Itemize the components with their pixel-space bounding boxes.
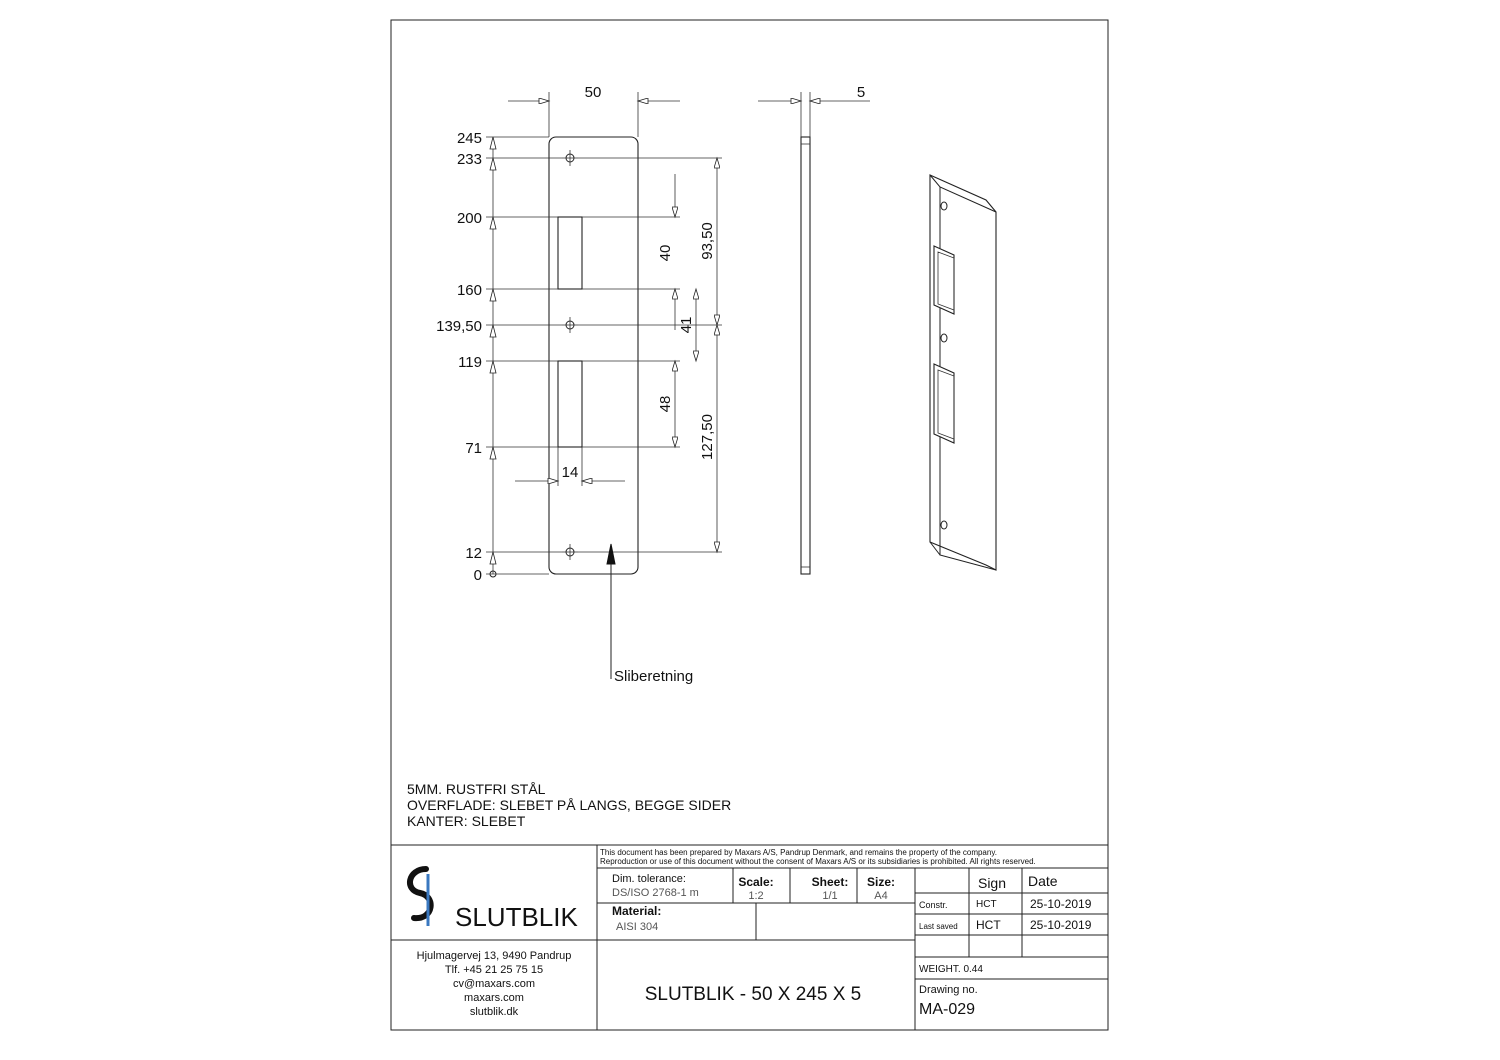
logo-text: SLUTBLIK bbox=[455, 902, 578, 932]
drawing-no: MA-029 bbox=[919, 1001, 976, 1018]
notes bbox=[407, 781, 731, 829]
size-value: A4 bbox=[874, 890, 888, 902]
lower-slot-dimension bbox=[657, 361, 675, 447]
ordinate-label: 119 bbox=[458, 354, 482, 371]
note-line: 5MM. RUSTFRI STÅL bbox=[407, 781, 546, 797]
material-label: Material: bbox=[612, 904, 662, 918]
lower-span-dimension bbox=[699, 325, 717, 552]
ordinate-label: 139,50 bbox=[436, 318, 482, 335]
lower-slot-label: 48 bbox=[657, 395, 674, 413]
width-label: 50 bbox=[584, 84, 602, 101]
address-line: Hjulmagervej 13, 9490 Pandrup bbox=[416, 950, 572, 962]
constr-date: 25-10-2019 bbox=[1030, 897, 1092, 911]
width-dimension bbox=[508, 84, 680, 137]
lower-span-label: 127,50 bbox=[699, 414, 716, 460]
scale-value: 1:2 bbox=[748, 890, 764, 902]
thickness-label: 5 bbox=[856, 84, 866, 101]
side-view bbox=[758, 84, 870, 574]
saved-label: Last saved bbox=[919, 922, 958, 931]
note-line: KANTER: SLEBET bbox=[407, 813, 526, 829]
grinding-direction-label: Sliberetning bbox=[614, 668, 694, 685]
sign-header: Sign bbox=[977, 875, 1007, 891]
address-line: cv@maxars.com bbox=[452, 978, 536, 990]
upper-slot-dimension bbox=[657, 174, 675, 330]
drawing-no-label: Drawing no. bbox=[919, 984, 978, 996]
upper-slot-label: 40 bbox=[657, 244, 674, 262]
sheet-value: 1/1 bbox=[822, 890, 838, 902]
saved-date: 25-10-2019 bbox=[1030, 918, 1092, 932]
upper-slot bbox=[558, 217, 582, 289]
spacing-41-label: 41 bbox=[678, 316, 695, 334]
upper-span-label: 93,50 bbox=[699, 222, 716, 260]
isometric-view bbox=[930, 175, 996, 570]
grinding-direction-arrow bbox=[607, 544, 615, 679]
plate-outline bbox=[549, 137, 638, 574]
address-line: slutblik.dk bbox=[469, 1006, 519, 1018]
title-block bbox=[391, 845, 1108, 1030]
weight: WEIGHT. 0.44 bbox=[919, 964, 983, 975]
material-value: AISI 304 bbox=[616, 921, 659, 933]
slutblik-logo bbox=[410, 869, 579, 932]
disclaimer-line: This document has been prepared by Maxars A/S, Pandrup Denmark, and remains the property of the company. bbox=[600, 848, 997, 857]
disclaimer-line: Reproduction or use of this document without the consent of Maxars A/S or its subsidiaries is prohibited. All rights reserved. bbox=[600, 857, 1036, 866]
saved-sign: HCT bbox=[976, 918, 1001, 932]
ordinate-label: 245 bbox=[456, 130, 482, 147]
ordinate-label: 0 bbox=[473, 567, 482, 584]
side-plate bbox=[801, 137, 810, 574]
ordinate-label: 233 bbox=[456, 151, 482, 168]
tolerance-value: DS/ISO 2768-1 m bbox=[612, 887, 699, 899]
size-label: Size: bbox=[866, 875, 896, 889]
ordinate-label: 12 bbox=[465, 545, 482, 562]
ordinate-label: 160 bbox=[456, 282, 482, 299]
drawing-title: SLUTBLIK - 50 X 245 X 5 bbox=[644, 984, 862, 1005]
date-header: Date bbox=[1028, 873, 1058, 889]
note-line: OVERFLADE: SLEBET PÅ LANGS, BEGGE SIDER bbox=[407, 797, 732, 813]
scale-label: Scale: bbox=[738, 875, 774, 889]
ordinate-label: 200 bbox=[456, 210, 482, 227]
spacing-41-dimension bbox=[678, 289, 696, 361]
slot-width-label: 14 bbox=[561, 464, 579, 481]
front-view bbox=[436, 84, 722, 685]
ordinate-label: 71 bbox=[465, 440, 482, 457]
address-line: maxars.com bbox=[464, 992, 524, 1004]
lower-slot bbox=[558, 361, 582, 447]
ordinate-arrows bbox=[490, 137, 496, 577]
constr-sign: HCT bbox=[976, 899, 997, 910]
company-address bbox=[417, 950, 572, 1018]
address-line: Tlf. +45 21 25 75 15 bbox=[444, 964, 544, 976]
sheet-label: Sheet: bbox=[811, 875, 849, 889]
constr-label: Constr. bbox=[919, 900, 948, 910]
tolerance-label: Dim. tolerance: bbox=[612, 873, 686, 885]
upper-span-dimension bbox=[699, 158, 717, 325]
